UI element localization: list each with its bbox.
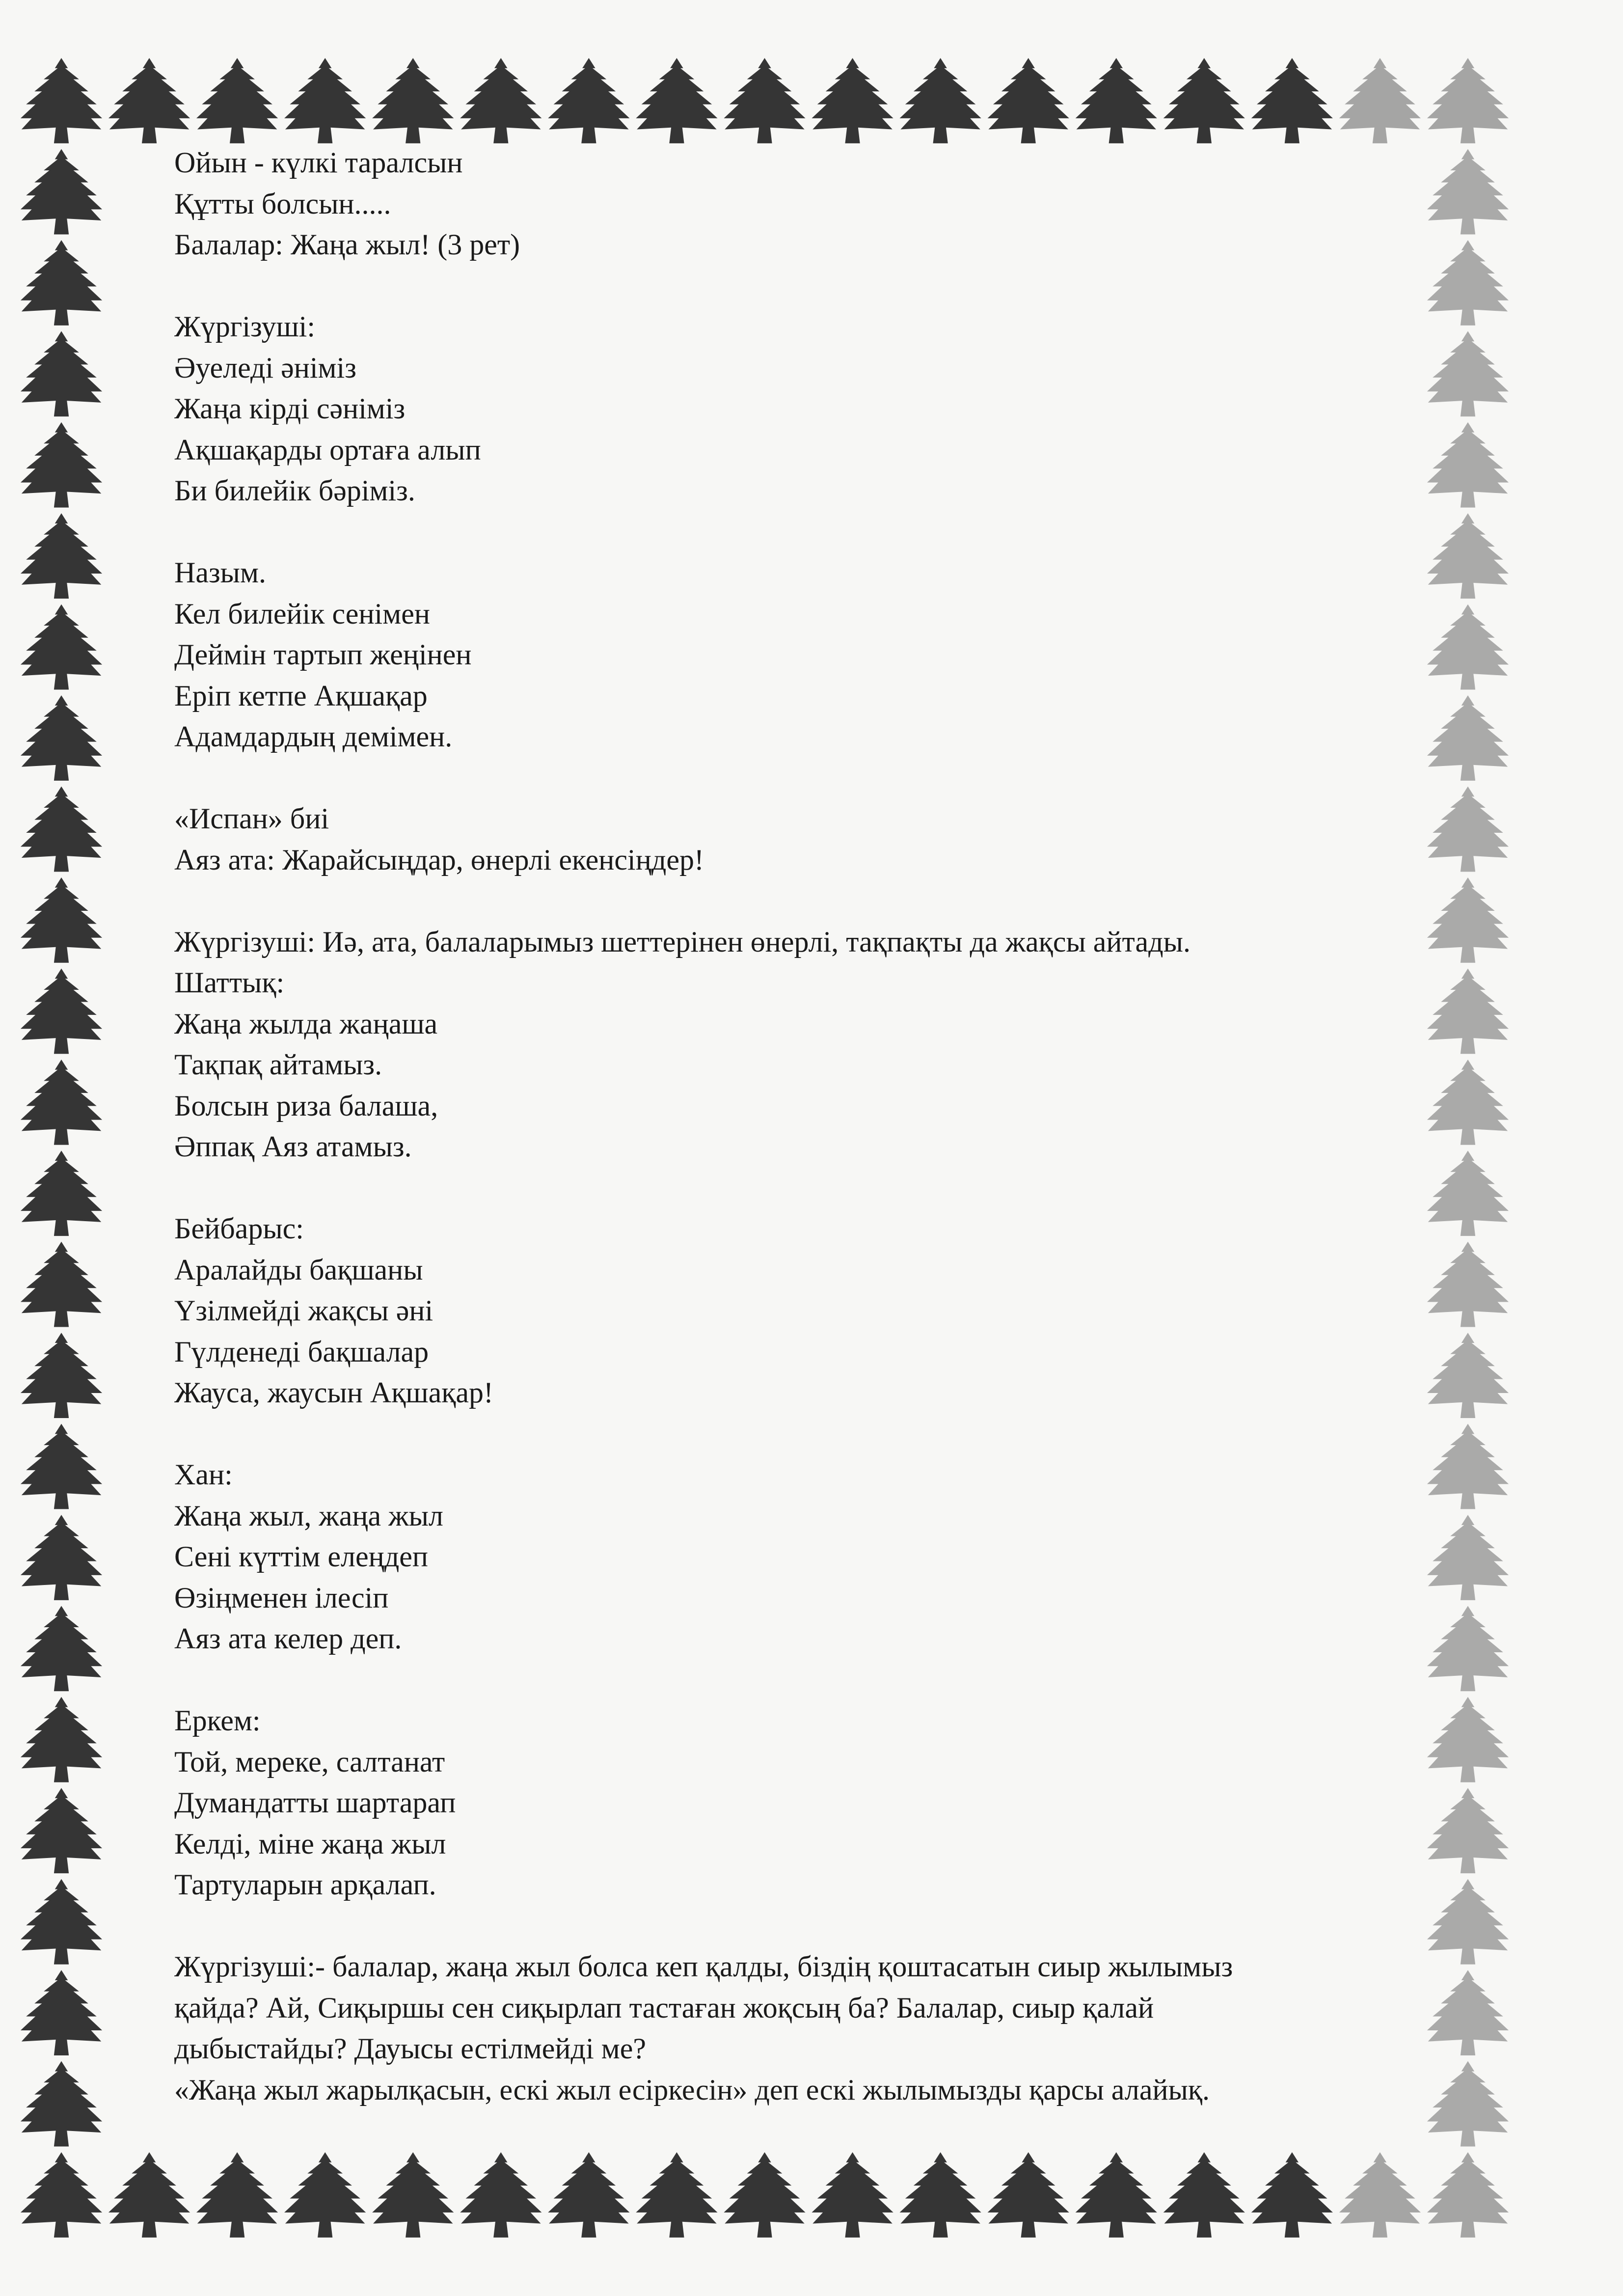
fir-tree-icon [21, 604, 102, 690]
stanza-7 [174, 1454, 1431, 1660]
fir-tree-icon [21, 1697, 102, 1782]
fir-tree-icon [1427, 695, 1509, 781]
fir-tree-icon [21, 513, 102, 599]
stanza-1 [174, 142, 1431, 266]
fir-tree-icon [284, 58, 366, 143]
fir-tree-icon [1427, 149, 1509, 235]
fir-tree-icon [1251, 2152, 1333, 2238]
fir-tree-icon [812, 58, 893, 143]
fir-tree-icon [724, 58, 805, 143]
fir-tree-icon [21, 695, 102, 781]
fir-tree-icon [21, 1242, 102, 1327]
fir-tree-icon [21, 331, 102, 416]
fir-tree-icon [900, 58, 981, 143]
text-line: Жүргізуші:- балалар, жаңа жыл болса кеп қалды, біздің қоштасатын сиыр жылымыз [174, 1950, 1233, 1983]
fir-tree-icon [1251, 58, 1333, 143]
fir-tree-icon [1427, 1515, 1509, 1600]
fir-tree-icon [636, 2152, 717, 2238]
fir-tree-icon [21, 1515, 102, 1600]
fir-tree-icon [108, 2152, 190, 2238]
fir-tree-icon [21, 968, 102, 1054]
stanza-3 [174, 552, 1431, 758]
text-line: Аяз ата: Жарайсыңдар, өнерлі екенсіңдер! [174, 843, 704, 876]
fir-tree-icon [1427, 1150, 1509, 1236]
text-line: Тақпақ айтамыз. [174, 1048, 382, 1081]
text-line: Би билейік бәріміз. [174, 474, 415, 507]
fir-tree-icon [21, 1060, 102, 1145]
text-line: Кел билейік сенімен [174, 597, 430, 630]
text-line: қайда? Ай, Сиқыршы сен сиқырлап тастаған жоқсың ба? Балалар, сиыр қалай [174, 1991, 1154, 2024]
text-line: Адамдардың демімен. [174, 720, 453, 753]
fir-tree-icon [460, 58, 541, 143]
fir-tree-icon [1427, 1333, 1509, 1418]
text-line: Үзілмейді жақсы әні [174, 1294, 433, 1327]
fir-tree-icon [1427, 1970, 1509, 2055]
text-line: «Жаңа жыл жарылқасын, ескі жыл есіркесін» деп ескі жылымызды қарсы алайық. [174, 2073, 1210, 2106]
fir-tree-icon [988, 2152, 1069, 2238]
fir-tree-icon [21, 240, 102, 326]
fir-tree-icon [1427, 1788, 1509, 1873]
fir-tree-icon [372, 2152, 454, 2238]
fir-tree-icon [1339, 2152, 1421, 2238]
fir-tree-icon [636, 58, 717, 143]
fir-tree-icon [460, 2152, 541, 2238]
fir-tree-icon [21, 877, 102, 963]
fir-tree-icon [988, 58, 1069, 143]
text-line: Той, мереке, салтанат [174, 1745, 445, 1778]
fir-tree-icon [1163, 58, 1245, 143]
stanza-4 [174, 798, 1431, 880]
fir-tree-icon [1427, 513, 1509, 599]
fir-tree-icon [1427, 422, 1509, 508]
fir-tree-icon [1076, 58, 1157, 143]
closing-paragraph [174, 1946, 1431, 2110]
text-line: Еріп кетпе Ақшақар [174, 679, 428, 712]
fir-tree-icon [372, 58, 454, 143]
fir-tree-icon [1427, 787, 1509, 872]
fir-tree-icon [1427, 877, 1509, 963]
text-line: Балалар: Жаңа жыл! (3 рет) [174, 228, 520, 261]
text-line: Аралайды бақшаны [174, 1253, 423, 1286]
fir-tree-icon [108, 58, 190, 143]
fir-tree-icon [21, 787, 102, 872]
fir-tree-icon [1427, 1060, 1509, 1145]
speaker-label: Хан: [174, 1458, 233, 1491]
text-line: Думандатты шартарап [174, 1786, 456, 1819]
text-line: Құтты болсын..... [174, 187, 391, 220]
speaker-label: Жүргізуші: [174, 310, 316, 343]
text-line: Жаңа кірді сәніміз [174, 392, 406, 425]
fir-tree-icon [21, 2061, 102, 2147]
text-line: Гүлденеді бақшалар [174, 1335, 429, 1368]
text-line: «Испан» биі [174, 802, 329, 835]
fir-tree-icon [21, 1970, 102, 2055]
text-line: Жауса, жаусын Ақшақар! [174, 1376, 494, 1409]
text-line: Деймін тартып жеңінен [174, 638, 472, 671]
fir-tree-icon [548, 58, 629, 143]
fir-tree-icon [1427, 2152, 1509, 2238]
document-body [174, 142, 1431, 2152]
fir-tree-icon [900, 2152, 981, 2238]
fir-tree-icon [812, 2152, 893, 2238]
text-line: Аяз ата келер деп. [174, 1622, 402, 1655]
speaker-label: Назым. [174, 556, 266, 589]
fir-tree-icon [1427, 58, 1509, 143]
fir-tree-icon [21, 58, 102, 143]
fir-tree-icon [21, 1788, 102, 1873]
speaker-label: Бейбарыс: [174, 1212, 304, 1245]
fir-tree-icon [1427, 968, 1509, 1054]
fir-tree-icon [21, 1150, 102, 1236]
text-line: Ақшақарды ортаға алып [174, 433, 481, 466]
fir-tree-icon [1427, 1424, 1509, 1509]
fir-tree-icon [21, 422, 102, 508]
text-line: Тартуларын арқалап. [174, 1868, 436, 1901]
fir-tree-icon [1339, 58, 1421, 143]
fir-tree-icon [1076, 2152, 1157, 2238]
fir-tree-icon [21, 1606, 102, 1692]
text-line: Жаңа жылда жаңаша [174, 1007, 438, 1040]
stanza-2 [174, 306, 1431, 512]
fir-tree-icon [1427, 331, 1509, 416]
fir-tree-icon [724, 2152, 805, 2238]
fir-tree-icon [21, 1879, 102, 1965]
text-line: Өзіңменен ілесіп [174, 1581, 389, 1614]
text-line: Әуеледі әніміз [174, 351, 356, 384]
fir-tree-icon [1427, 604, 1509, 690]
stanza-5 [174, 922, 1431, 1168]
fir-tree-icon [21, 2152, 102, 2238]
fir-tree-icon [284, 2152, 366, 2238]
fir-tree-icon [1427, 240, 1509, 326]
text-line: Әппақ Аяз атамыз. [174, 1130, 412, 1163]
text-line: Жүргізуші: Иә, ата, балаларымыз шеттерінен өнерлі, тақпақты да жақсы айтады. [174, 925, 1190, 958]
fir-tree-icon [1427, 1697, 1509, 1782]
fir-tree-icon [21, 1333, 102, 1418]
fir-tree-icon [1427, 2061, 1509, 2147]
fir-tree-icon [1427, 1606, 1509, 1692]
fir-tree-icon [21, 149, 102, 235]
fir-tree-icon [548, 2152, 629, 2238]
stanza-8 [174, 1700, 1431, 1906]
text-line: Болсын риза балаша, [174, 1089, 438, 1122]
fir-tree-icon [1163, 2152, 1245, 2238]
text-line: Сені күттім елеңдеп [174, 1540, 428, 1573]
fir-tree-icon [196, 2152, 278, 2238]
fir-tree-icon [196, 58, 278, 143]
text-line: Жаңа жыл, жаңа жыл [174, 1499, 443, 1532]
fir-tree-icon [1427, 1242, 1509, 1327]
text-line: Келді, міне жаңа жыл [174, 1827, 446, 1860]
text-line: Ойын - күлкі таралсын [174, 146, 463, 179]
speaker-label: Шаттық: [174, 966, 285, 999]
text-line: дыбыстайды? Дауысы естілмейді ме? [174, 2032, 646, 2065]
stanza-6 [174, 1208, 1431, 1414]
fir-tree-icon [21, 1424, 102, 1509]
fir-tree-icon [1427, 1879, 1509, 1965]
speaker-label: Еркем: [174, 1704, 261, 1737]
